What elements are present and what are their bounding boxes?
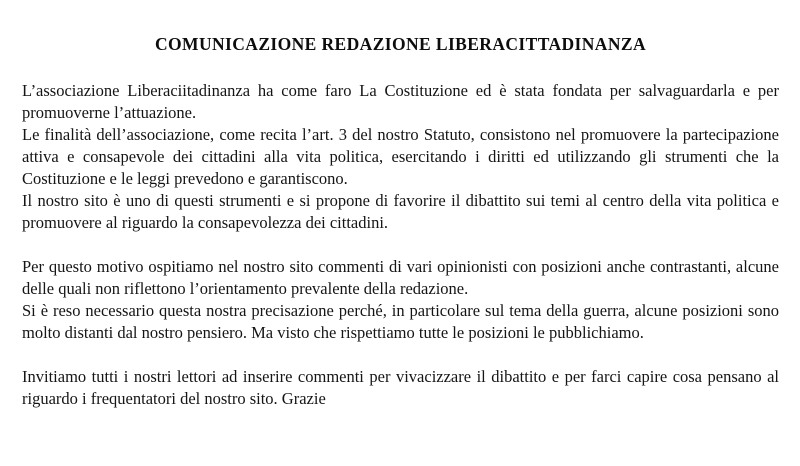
paragraph-block-precisazione [22, 256, 779, 344]
paragraph-block-intro [22, 80, 779, 234]
document-paragraph: Le finalità dell’associazione, come recita l’art. 3 del nostro Statuto, consistono nel promuovere la partecipazione attiva e consapevole dei cittadini alla vita politica, esercitando i diritti ed utilizzando gli strumenti che la Costituzione e le leggi prevedono e garantiscono. [22, 125, 779, 188]
document-paragraph: Per questo motivo ospitiamo nel nostro sito commenti di vari opinionisti con posizioni anche contrastanti, alcune delle quali non riflettono l’orientamento prevalente della redazione. [22, 257, 779, 298]
document-paragraph: Si è reso necessario questa nostra precisazione perché, in particolare sul tema della guerra, alcune posizioni sono molto distanti dal nostro pensiero. Ma visto che rispettiamo tutte le posizioni le pubblichiamo. [22, 301, 779, 342]
paragraph-block-invito [22, 366, 779, 410]
document-paragraph: Il nostro sito è uno di questi strumenti e si propone di favorire il dibattito sui temi al centro della vita politica e promuovere al riguardo la consapevolezza dei cittadini. [22, 191, 779, 232]
document-paragraph: L’associazione Liberaciitadinanza ha come faro La Costituzione ed è stata fondata per salvaguardarla e per promuoverne l’attuazione. [22, 81, 779, 122]
document-title: COMUNICAZIONE REDAZIONE LIBERACITTADINANZA [155, 34, 646, 54]
document-paragraph: Invitiamo tutti i nostri lettori ad inserire commenti per vivacizzare il dibattito e per farci capire cosa pensano al riguardo i frequentatori del nostro sito. Grazie [22, 367, 779, 408]
